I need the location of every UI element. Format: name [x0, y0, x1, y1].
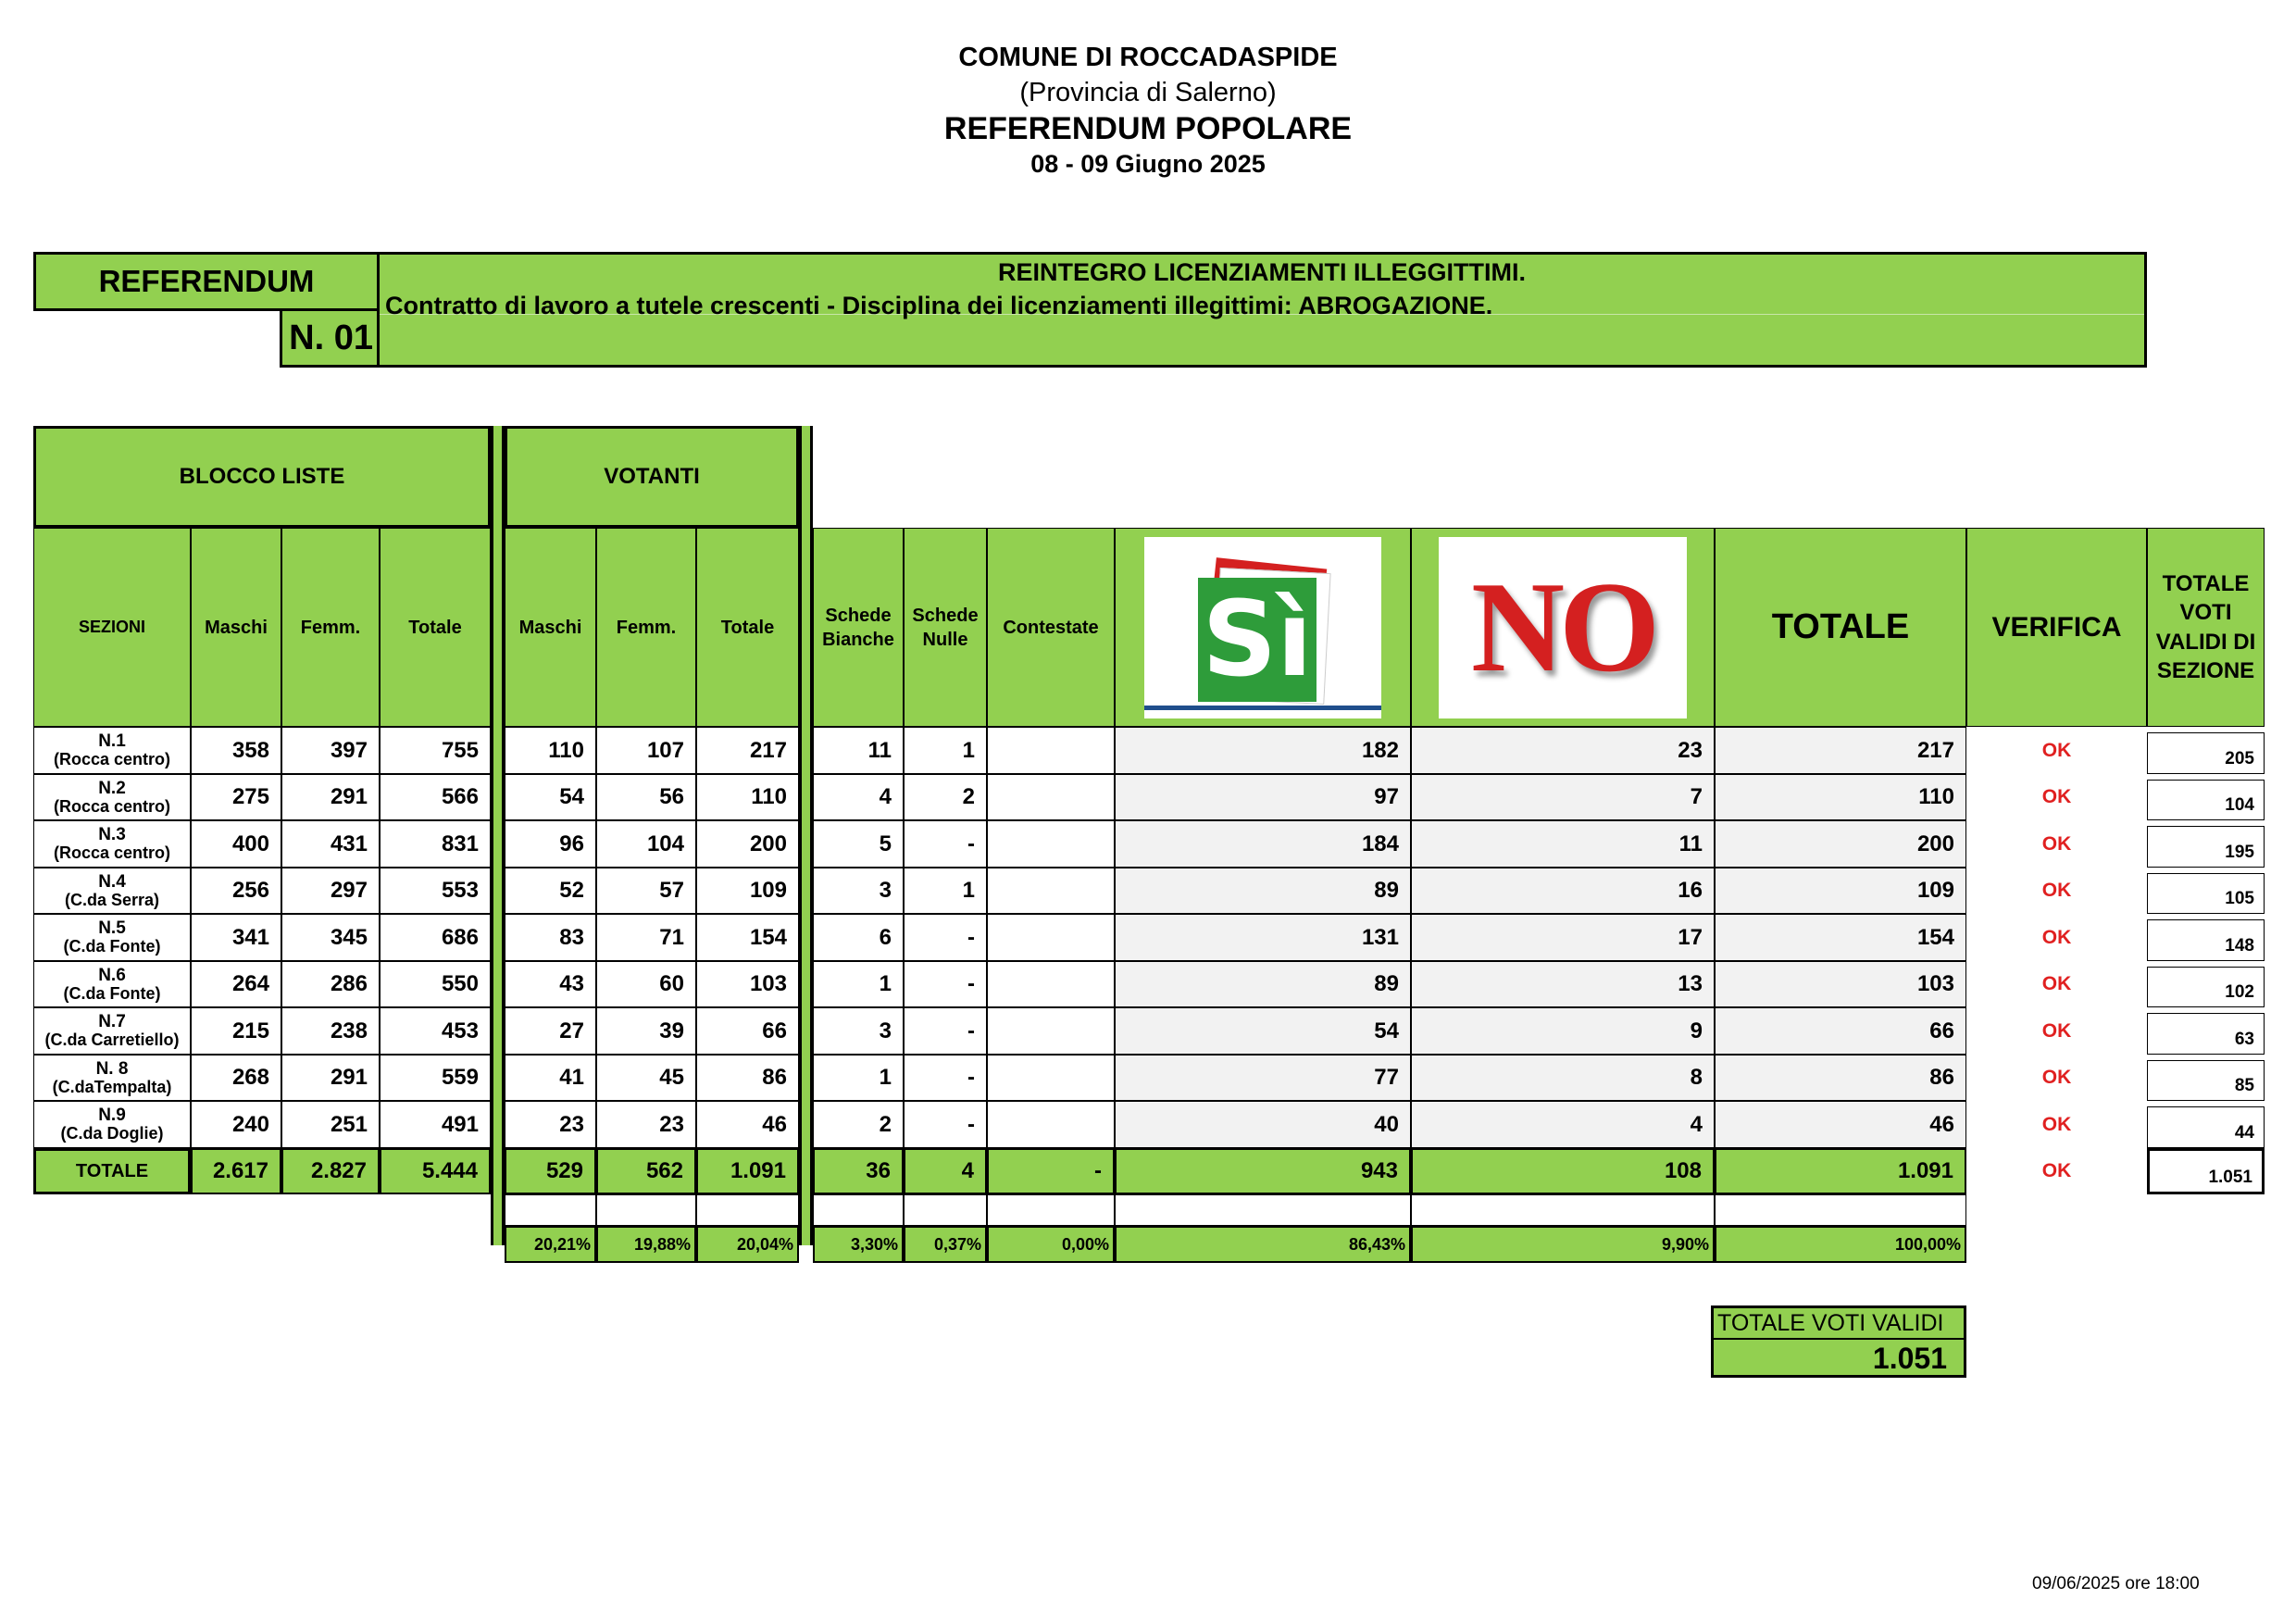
sezione-location: (C.da Carretiello)	[44, 1031, 180, 1050]
cell-vm: 41	[505, 1055, 596, 1101]
group-blocco-liste: BLOCCO LISTE	[33, 426, 491, 528]
cell-si: 89	[1115, 868, 1411, 914]
cell-tot: 46	[1715, 1101, 1966, 1148]
empty-cell	[696, 1194, 799, 1226]
sezione-location: (C.da Fonte)	[63, 983, 161, 1003]
cell-bi: 3	[813, 1007, 904, 1055]
cell-vm: 54	[505, 774, 596, 820]
cell-bf: 238	[281, 1007, 380, 1055]
cell-tot: 86	[1715, 1055, 1966, 1101]
sezione-number: N.6	[98, 965, 126, 985]
cell-vm: 52	[505, 868, 596, 914]
empty-cell	[1411, 1194, 1715, 1226]
cell-voti-validi: 63	[2147, 1013, 2265, 1055]
percent-tot: 100,00%	[1715, 1226, 1966, 1263]
totale-bf: 2.827	[281, 1148, 380, 1194]
cell-no: 11	[1411, 820, 1715, 868]
sezione-location: (Rocca centro)	[53, 750, 171, 769]
col-totale-voti-validi: TOTALE VOTI VALIDI DI SEZIONE	[2147, 528, 2265, 727]
col-schede-bianche: Schede Bianche	[813, 528, 904, 727]
cell-co	[987, 961, 1115, 1007]
cell-bf: 345	[281, 914, 380, 961]
cell-nu: -	[904, 961, 987, 1007]
col-blocco-maschi: Maschi	[191, 528, 281, 727]
cell-bm: 264	[191, 961, 281, 1007]
cell-tot: 66	[1715, 1007, 1966, 1055]
cell-bm: 341	[191, 914, 281, 961]
cell-voti-validi: 195	[2147, 826, 2265, 868]
cell-vt: 200	[696, 820, 799, 868]
cell-vm: 23	[505, 1101, 596, 1148]
cell-nu: 2	[904, 774, 987, 820]
cell-no: 4	[1411, 1101, 1715, 1148]
cell-co	[987, 868, 1115, 914]
totale-voti-validi: 1.051	[2147, 1148, 2265, 1194]
totale-bt: 5.444	[380, 1148, 491, 1194]
col-sezioni: SEZIONI	[33, 528, 191, 727]
verifica-status: OK	[1966, 868, 2147, 914]
totale-tot: 1.091	[1715, 1148, 1966, 1194]
cell-bf: 286	[281, 961, 380, 1007]
provincia-title: (Provincia di Salerno)	[1019, 78, 1277, 107]
sezione-location: (C.da Serra)	[64, 890, 160, 909]
cell-vf: 39	[596, 1007, 696, 1055]
col-no	[1411, 528, 1715, 727]
cell-no: 8	[1411, 1055, 1715, 1101]
cell-vm: 43	[505, 961, 596, 1007]
col-blocco-femm: Femm.	[281, 528, 380, 727]
totale-si: 943	[1115, 1148, 1411, 1194]
row-sezione	[33, 961, 191, 1007]
cell-bt: 831	[380, 820, 491, 868]
totale-co: -	[987, 1148, 1115, 1194]
cell-no: 7	[1411, 774, 1715, 820]
cell-bf: 397	[281, 727, 380, 774]
verifica-status: OK	[1966, 1007, 2147, 1055]
cell-vf: 45	[596, 1055, 696, 1101]
no-logo: NO	[1439, 537, 1687, 718]
cell-bi: 4	[813, 774, 904, 820]
row-sezione	[33, 1055, 191, 1101]
verifica-status: OK	[1966, 820, 2147, 868]
cell-bm: 275	[191, 774, 281, 820]
cell-co	[987, 914, 1115, 961]
cell-bm: 240	[191, 1101, 281, 1148]
empty-cell	[813, 1194, 904, 1226]
cell-bm: 215	[191, 1007, 281, 1055]
cell-co	[987, 774, 1115, 820]
col-votanti-maschi: Maschi	[505, 528, 596, 727]
cell-no: 16	[1411, 868, 1715, 914]
cell-vt: 103	[696, 961, 799, 1007]
cell-nu: 1	[904, 868, 987, 914]
referendum-question-box	[377, 252, 2147, 368]
totale-label: TOTALE	[33, 1148, 191, 1194]
cell-no: 17	[1411, 914, 1715, 961]
percent-si: 86,43%	[1115, 1226, 1411, 1263]
cell-bf: 297	[281, 868, 380, 914]
summary-box	[1711, 1305, 1966, 1378]
group-votanti: VOTANTI	[505, 426, 799, 528]
empty-cell	[1715, 1194, 1966, 1226]
cell-bf: 291	[281, 1055, 380, 1101]
cell-voti-validi: 104	[2147, 780, 2265, 820]
cell-vf: 60	[596, 961, 696, 1007]
cell-no: 9	[1411, 1007, 1715, 1055]
cell-bt: 686	[380, 914, 491, 961]
cell-vt: 154	[696, 914, 799, 961]
cell-si: 54	[1115, 1007, 1411, 1055]
cell-voti-validi: 102	[2147, 967, 2265, 1007]
percent-nu: 0,37%	[904, 1226, 987, 1263]
cell-bm: 358	[191, 727, 281, 774]
column-separator	[799, 426, 813, 1245]
cell-bm: 256	[191, 868, 281, 914]
cell-bi: 3	[813, 868, 904, 914]
referendum-label: REFERENDUM	[33, 252, 380, 311]
row-sezione	[33, 1007, 191, 1055]
totale-vm: 529	[505, 1148, 596, 1194]
referendum-popolare-title: REFERENDUM POPOLARE	[943, 111, 1353, 146]
cell-co	[987, 1007, 1115, 1055]
cell-tot: 103	[1715, 961, 1966, 1007]
referendum-date: 08 - 09 Giugno 2025	[1030, 150, 1266, 178]
percent-vt: 20,04%	[696, 1226, 799, 1263]
sezione-number: N. 8	[95, 1058, 129, 1079]
cell-vt: 109	[696, 868, 799, 914]
empty-cell	[505, 1194, 596, 1226]
cell-vf: 57	[596, 868, 696, 914]
verifica-status: OK	[1966, 961, 2147, 1007]
verifica-status: OK	[1966, 1101, 2147, 1148]
percent-co: 0,00%	[987, 1226, 1115, 1263]
referendum-question-subtitle: Contratto di lavoro a tutele crescenti - Disciplina dei licenziamenti illegittimi: ABROGAZIONE.	[385, 292, 1493, 319]
cell-bi: 1	[813, 1055, 904, 1101]
empty-cell	[904, 1194, 987, 1226]
totale-bm: 2.617	[191, 1148, 281, 1194]
verifica-status: OK	[1966, 727, 2147, 774]
col-schede-nulle: Schede Nulle	[904, 528, 987, 727]
cell-bt: 553	[380, 868, 491, 914]
cell-nu: -	[904, 1101, 987, 1148]
cell-bf: 431	[281, 820, 380, 868]
totale-bi: 36	[813, 1148, 904, 1194]
cell-tot: 200	[1715, 820, 1966, 868]
cell-si: 97	[1115, 774, 1411, 820]
cell-si: 131	[1115, 914, 1411, 961]
col-verifica: VERIFICA	[1966, 528, 2147, 727]
cell-vm: 27	[505, 1007, 596, 1055]
cell-co	[987, 727, 1115, 774]
sezione-number: N.9	[98, 1106, 126, 1126]
percent-vf: 19,88%	[596, 1226, 696, 1263]
cell-vm: 96	[505, 820, 596, 868]
cell-vf: 56	[596, 774, 696, 820]
sezione-number: N.2	[98, 778, 126, 798]
row-sezione	[33, 820, 191, 868]
percent-vm: 20,21%	[505, 1226, 596, 1263]
cell-nu: -	[904, 820, 987, 868]
cell-bf: 291	[281, 774, 380, 820]
cell-vf: 71	[596, 914, 696, 961]
comune-title: COMUNE DI ROCCADASPIDE	[958, 43, 1338, 72]
cell-voti-validi: 105	[2147, 873, 2265, 914]
cell-co	[987, 820, 1115, 868]
cell-vt: 66	[696, 1007, 799, 1055]
cell-vm: 110	[505, 727, 596, 774]
sezione-number: N.1	[98, 731, 126, 752]
totale-nu: 4	[904, 1148, 987, 1194]
sezione-number: N.5	[98, 918, 126, 939]
cell-bt: 550	[380, 961, 491, 1007]
cell-bf: 251	[281, 1101, 380, 1148]
totale-no: 108	[1411, 1148, 1715, 1194]
cell-vf: 104	[596, 820, 696, 868]
cell-bi: 2	[813, 1101, 904, 1148]
col-votanti-femm: Femm.	[596, 528, 696, 727]
row-sezione	[33, 914, 191, 961]
cell-voti-validi: 85	[2147, 1060, 2265, 1101]
sezione-location: (Rocca centro)	[53, 843, 171, 863]
cell-bi: 11	[813, 727, 904, 774]
sezione-number: N.7	[98, 1012, 126, 1032]
cell-si: 40	[1115, 1101, 1411, 1148]
verifica-status: OK	[1966, 1055, 2147, 1101]
col-blocco-totale: Totale	[380, 528, 491, 727]
sezione-location: (C.da Fonte)	[63, 937, 161, 956]
cell-bt: 566	[380, 774, 491, 820]
verifica-status: OK	[1966, 914, 2147, 961]
row-sezione	[33, 774, 191, 820]
cell-bt: 491	[380, 1101, 491, 1148]
sezione-location: (C.daTempalta)	[52, 1077, 172, 1096]
cell-si: 184	[1115, 820, 1411, 868]
totale-verifica: OK	[1966, 1148, 2147, 1194]
col-totale: TOTALE	[1715, 528, 1966, 727]
col-contestate: Contestate	[987, 528, 1115, 727]
row-sezione	[33, 727, 191, 774]
cell-bm: 400	[191, 820, 281, 868]
col-si	[1115, 528, 1411, 727]
cell-nu: 1	[904, 727, 987, 774]
cell-tot: 217	[1715, 727, 1966, 774]
si-logo: Sì	[1144, 537, 1381, 718]
sezione-location: (C.da Doglie)	[60, 1124, 164, 1143]
cell-tot: 109	[1715, 868, 1966, 914]
cell-nu: -	[904, 914, 987, 961]
empty-cell	[987, 1194, 1115, 1226]
cell-si: 182	[1115, 727, 1411, 774]
totale-vt: 1.091	[696, 1148, 799, 1194]
referendum-question-title: REINTEGRO LICENZIAMENTI ILLEGGITTIMI.	[998, 258, 1526, 286]
percent-bi: 3,30%	[813, 1226, 904, 1263]
cell-voti-validi: 148	[2147, 919, 2265, 961]
footer-timestamp: 09/06/2025 ore 18:00	[2032, 1574, 2200, 1593]
sezione-number: N.3	[98, 825, 126, 845]
cell-vt: 110	[696, 774, 799, 820]
cell-no: 23	[1411, 727, 1715, 774]
totale-vf: 562	[596, 1148, 696, 1194]
cell-bi: 1	[813, 961, 904, 1007]
cell-voti-validi: 44	[2147, 1106, 2265, 1148]
cell-vt: 46	[696, 1101, 799, 1148]
cell-si: 77	[1115, 1055, 1411, 1101]
cell-vf: 23	[596, 1101, 696, 1148]
sezione-location: (Rocca centro)	[53, 796, 171, 816]
summary-label: TOTALE VOTI VALIDI	[1714, 1308, 1964, 1340]
cell-nu: -	[904, 1007, 987, 1055]
summary-value: 1.051	[1714, 1340, 1964, 1375]
cell-tot: 110	[1715, 774, 1966, 820]
sezione-number: N.4	[98, 871, 126, 892]
cell-bt: 453	[380, 1007, 491, 1055]
row-sezione	[33, 868, 191, 914]
empty-cell	[1115, 1194, 1411, 1226]
cell-co	[987, 1101, 1115, 1148]
cell-si: 89	[1115, 961, 1411, 1007]
verifica-status: OK	[1966, 774, 2147, 820]
column-separator	[491, 426, 505, 1245]
cell-bi: 5	[813, 820, 904, 868]
cell-vt: 217	[696, 727, 799, 774]
cell-vt: 86	[696, 1055, 799, 1101]
cell-no: 13	[1411, 961, 1715, 1007]
cell-co	[987, 1055, 1115, 1101]
row-sezione	[33, 1101, 191, 1148]
cell-vf: 107	[596, 727, 696, 774]
cell-bt: 755	[380, 727, 491, 774]
cell-bt: 559	[380, 1055, 491, 1101]
cell-tot: 154	[1715, 914, 1966, 961]
cell-nu: -	[904, 1055, 987, 1101]
empty-cell	[596, 1194, 696, 1226]
cell-voti-validi: 205	[2147, 732, 2265, 774]
cell-bm: 268	[191, 1055, 281, 1101]
cell-bi: 6	[813, 914, 904, 961]
percent-no: 9,90%	[1411, 1226, 1715, 1263]
referendum-number: N. 01	[280, 308, 380, 368]
cell-vm: 83	[505, 914, 596, 961]
col-votanti-totale: Totale	[696, 528, 799, 727]
